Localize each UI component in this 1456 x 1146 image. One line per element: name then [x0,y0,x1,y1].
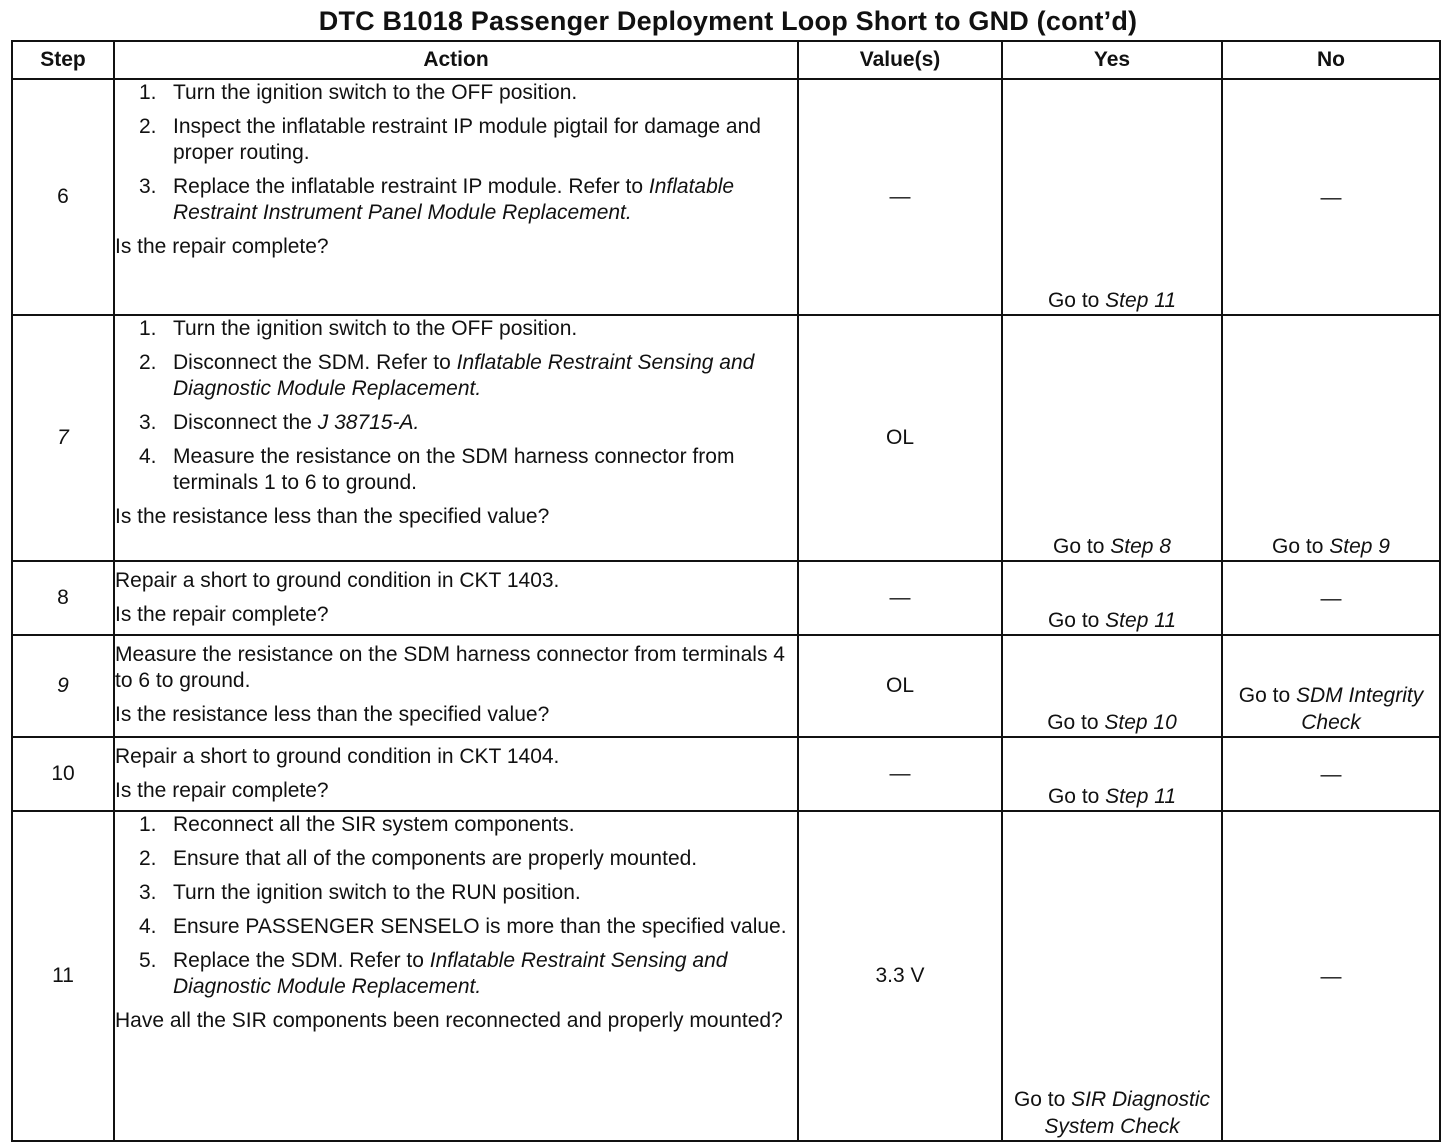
value-cell: OL [798,635,1002,737]
no-cell [1222,635,1440,737]
action-step-number: 3. [139,175,157,198]
action-text: Repair a short to ground condition in CKT 1404. [115,745,560,768]
header-no: No [1222,41,1440,79]
action-cell [114,635,798,737]
action-step-number: 2. [139,351,157,374]
action-step [115,316,797,342]
action-step [115,812,797,838]
procedure-reference: Inflatable Restraint Sensing and Diagnostic Module Replacement. [173,949,728,998]
no-goto: Go to [1238,684,1296,707]
yes-goto: Go to [1053,535,1111,558]
action-step [115,174,797,226]
yes-cell [1002,561,1222,635]
header-step: Step [12,41,114,79]
table-row [12,561,1440,635]
action-step [115,914,797,940]
table-header-row [12,41,1440,79]
action-step-text: Disconnect the [173,411,318,434]
action-step-text: Replace the SDM. Refer to [173,949,430,972]
table-row [12,315,1440,561]
table-row [12,811,1440,1141]
value-cell: — [798,737,1002,811]
action-step-text: Replace the inflatable restraint IP module. Refer to [173,175,649,198]
question-text: Is the repair complete? [115,603,329,626]
step-number: 10 [12,737,114,811]
table-row [12,79,1440,315]
action-step-text: Inspect the inflatable restraint IP module pigtail for damage and proper routing. [173,115,761,164]
action-text: Repair a short to ground condition in CKT 1403. [115,569,560,592]
value-cell: — [798,561,1002,635]
yes-goto: Go to [1047,711,1105,734]
yes-step-reference: Step 11 [1105,289,1177,312]
action-step [115,350,797,402]
question-text: Is the resistance less than the specified value? [115,505,550,528]
yes-goto: Go to [1013,1088,1072,1111]
no-cell: — [1222,811,1440,1141]
tool-reference: J 38715-A. [317,411,420,434]
yes-cell [1002,811,1222,1141]
action-cell [114,811,798,1141]
step-number: 11 [12,811,114,1141]
action-cell [114,561,798,635]
action-steps [115,316,797,496]
action-step-number: 3. [139,411,157,434]
step-number: 6 [12,79,114,315]
action-step [115,880,797,906]
procedure-reference: Inflatable Restraint Instrument Panel Module Replacement. [173,175,735,224]
action-cell [114,737,798,811]
table-row [12,635,1440,737]
question-text: Is the resistance less than the specified value? [115,703,550,726]
no-cell: — [1222,561,1440,635]
yes-cell [1002,315,1222,561]
action-step [115,114,797,166]
action-step-number: 2. [139,847,157,870]
action-step-number: 2. [139,115,157,138]
action-step-number: 1. [139,813,157,836]
action-step-text: Turn the ignition switch to the RUN position. [173,881,581,904]
no-step-reference: Step 9 [1329,535,1390,558]
yes-step-reference: Step 11 [1105,785,1177,808]
header-action: Action [114,41,798,79]
action-step [115,410,797,436]
action-step [115,948,797,1000]
action-step-text: Measure the resistance on the SDM harness connector from terminals 1 to 6 to ground. [173,445,735,494]
no-cell: — [1222,737,1440,811]
step-number: 9 [12,635,114,737]
table-row [12,737,1440,811]
no-cell [1222,315,1440,561]
action-step-number: 4. [139,915,157,938]
action-cell [114,315,798,561]
yes-cell [1002,635,1222,737]
no-goto: Go to [1272,535,1330,558]
page-title: DTC B1018 Passenger Deployment Loop Short to GND (cont’d) [318,6,1138,36]
yes-step-reference: Step 10 [1104,711,1177,734]
step-number: 7 [12,315,114,561]
step-number: 8 [12,561,114,635]
value-cell: — [798,79,1002,315]
action-step-text: Disconnect the SDM. Refer to [173,351,457,374]
action-step-text: Reconnect all the SIR system components. [173,813,575,836]
yes-goto: Go to [1047,289,1106,312]
action-step-number: 1. [139,317,157,340]
action-step [115,846,797,872]
yes-step-reference: Step 8 [1110,535,1171,558]
yes-cell [1002,737,1222,811]
action-step-text: Turn the ignition switch to the OFF position. [173,317,578,340]
action-step-text: Ensure PASSENGER SENSELO is more than the specified value. [173,915,787,938]
header-yes: Yes [1002,41,1222,79]
question-text: Is the repair complete? [115,779,329,802]
action-step [115,444,797,496]
action-step [115,80,797,106]
action-step-number: 4. [139,445,157,468]
action-step-text: Turn the ignition switch to the OFF position. [173,81,578,104]
yes-goto: Go to [1047,609,1106,632]
action-cell [114,79,798,315]
action-steps [115,80,797,226]
diagnostic-table [11,40,1441,1142]
yes-goto: Go to [1047,785,1106,808]
procedure-reference: Inflatable Restraint Sensing and Diagnostic Module Replacement. [173,351,755,400]
yes-cell [1002,79,1222,315]
no-cell: — [1222,79,1440,315]
action-step-number: 5. [139,949,157,972]
value-cell: OL [798,315,1002,561]
no-step-reference: SDM Integrity Check [1296,684,1424,734]
yes-step-reference: SIR Diagnostic System Check [1044,1088,1211,1138]
yes-step-reference: Step 11 [1105,609,1177,632]
action-step-number: 3. [139,881,157,904]
question-text: Is the repair complete? [115,235,329,258]
action-step-text: Ensure that all of the components are properly mounted. [173,847,698,870]
question-text: Have all the SIR components been reconnected and properly mounted? [115,1009,783,1032]
action-steps [115,812,797,1000]
action-step-number: 1. [139,81,157,104]
action-text: Measure the resistance on the SDM harness connector from terminals 4 to 6 to ground. [115,643,785,692]
value-cell: 3.3 V [798,811,1002,1141]
header-values: Value(s) [798,41,1002,79]
